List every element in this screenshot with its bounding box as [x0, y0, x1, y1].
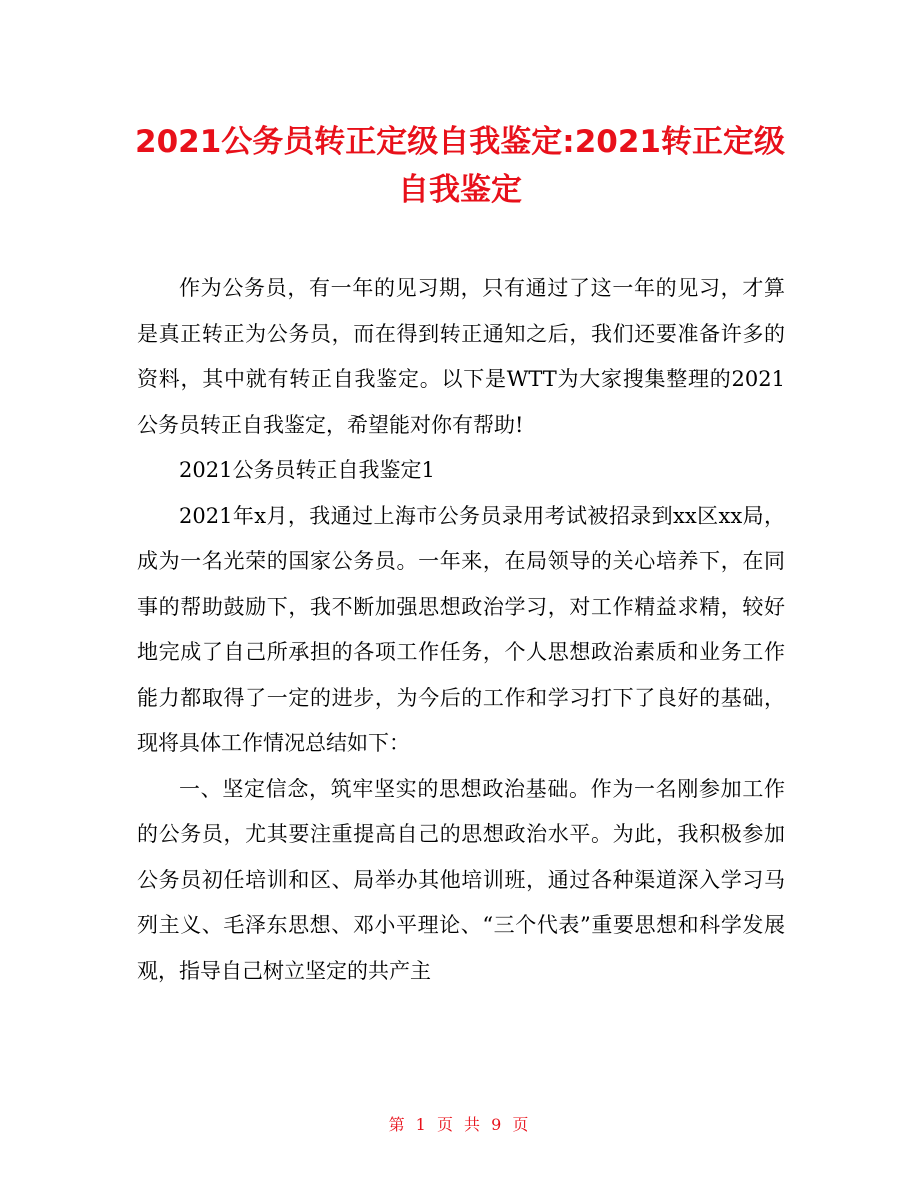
- document-title: 2021公务员转正定级自我鉴定:2021转正定级自我鉴定: [135, 124, 785, 208]
- body-paragraph: 一、坚定信念，筑牢坚实的思想政治基础。作为一名刚参加工作的公务员，尤其要注重提高自己的思想政治水平。为此，我积极参加公务员初任培训和区、局举办其他培训班，通过各种渠道深入学习马列主义、毛泽东思想、邓小平理论、“三个代表”重要思想和科学发展观，指导自己树立坚定的共产主: [137, 776, 785, 983]
- document-body: [137, 266, 785, 994]
- page-number-footer: 第 1 页 共 9 页: [388, 1115, 532, 1134]
- intro-paragraph: 作为公务员，有一年的见习期，只有通过了这一年的见习，才算是真正转正为公务员，而在得到转正通知之后，我们还要准备许多的资料，其中就有转正自我鉴定。以下是WTT为大家搜集整理的2021公务员转正自我鉴定，希望能对你有帮助!: [137, 276, 785, 437]
- section-heading: 2021公务员转正自我鉴定1: [179, 458, 435, 482]
- body-paragraph: 2021年x月，我通过上海市公务员录用考试被招录到xx区xx局，成为一名光荣的国家公务员。一年来，在局领导的关心培养下，在同事的帮助鼓励下，我不断加强思想政治学习，对工作精益求精，较好地完成了自己所承担的各项工作任务，个人思想政治素质和业务工作能力都取得了一定的进步，为今后的工作和学习打下了良好的基础，现将具体工作情况总结如下：: [137, 503, 785, 755]
